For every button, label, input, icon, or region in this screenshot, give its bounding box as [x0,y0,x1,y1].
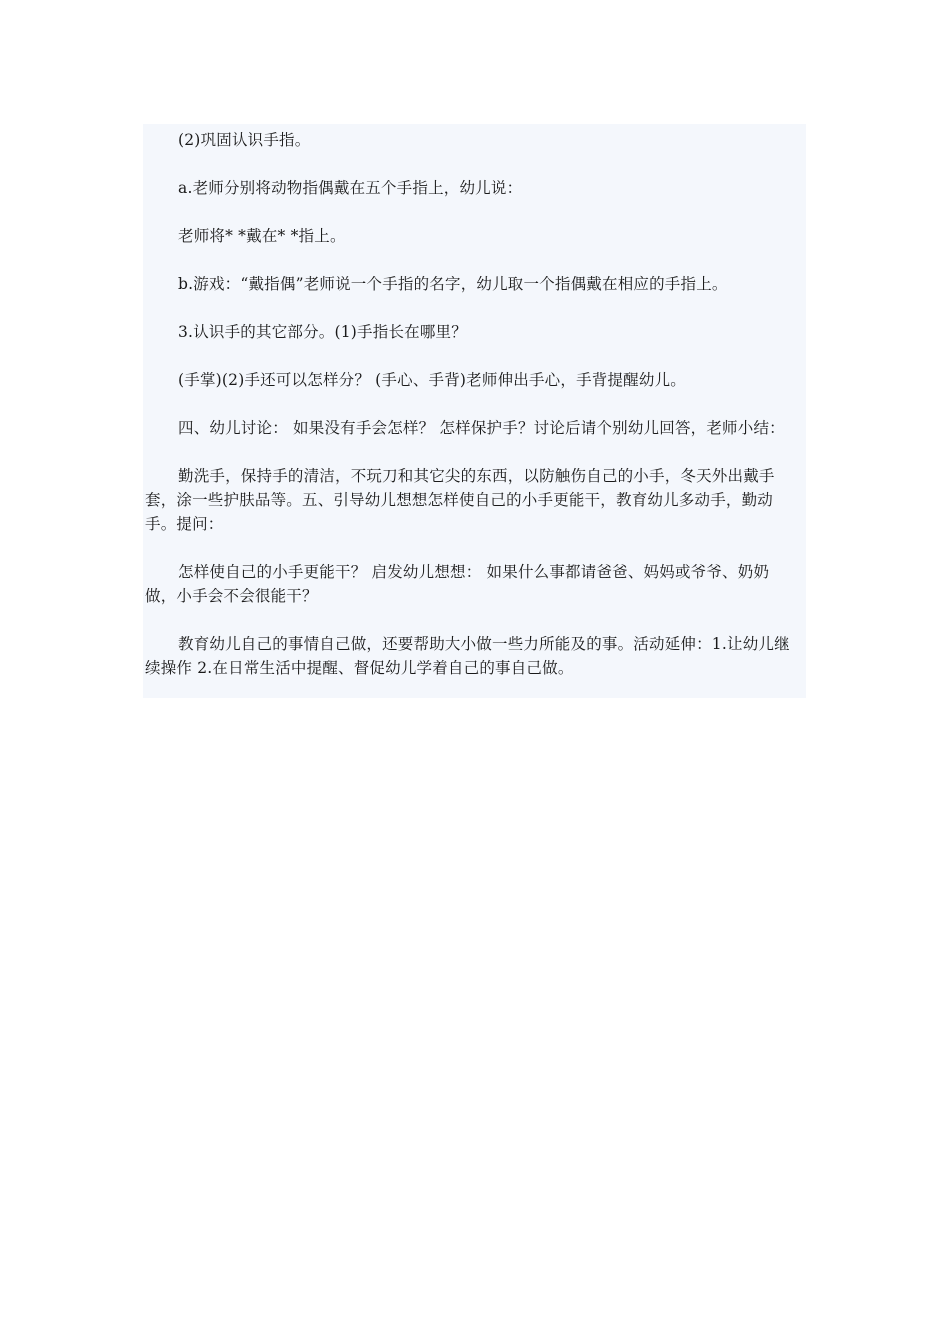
paragraph-finger-puppets: a.老师分别将动物指偶戴在五个手指上，幼儿说： [178,179,523,197]
paragraph-discussion: 四、幼儿讨论： 如果没有手会怎样？ 怎样保护手？讨论后请个别幼儿回答，老师小结： [178,419,785,437]
paragraph-teacher-puts: 老师将* *戴在* *指上。 [178,227,346,245]
paragraph-extension: 教育幼儿自己的事情自己做，还要帮助大小做一些力所能及的事。活动延伸：1.让幼儿继续操作 2.在日常生活中提醒、督促幼儿学着自己的事自己做。 [145,635,790,677]
paragraph-capable-hands: 怎样使自己的小手更能干？ 启发幼儿想想： 如果什么事都请爸爸、妈妈或爷爷、奶奶做，小手会不会很能干？ [145,563,770,605]
paragraph-palm-back: (手掌)(2)手还可以怎样分？ (手心、手背)老师伸出手心，手背提醒幼儿。 [178,371,686,389]
paragraph-game: b.游戏：“戴指偶”老师说一个手指的名字，幼儿取一个指偶戴在相应的手指上。 [178,275,728,293]
document-body [143,124,806,698]
paragraph-wash-hands: 勤洗手，保持手的清洁，不玩刀和其它尖的东西，以防触伤自己的小手，冬天外出戴手套，涂一些护肤品等。五、引导幼儿想想怎样使自己的小手更能干，教育幼儿多动手，勤动手。提问： [145,467,775,533]
paragraph-consolidate-fingers: (2)巩固认识手指。 [178,131,311,149]
paragraph-hand-parts: 3.认识手的其它部分。(1)手指长在哪里？ [178,323,467,341]
